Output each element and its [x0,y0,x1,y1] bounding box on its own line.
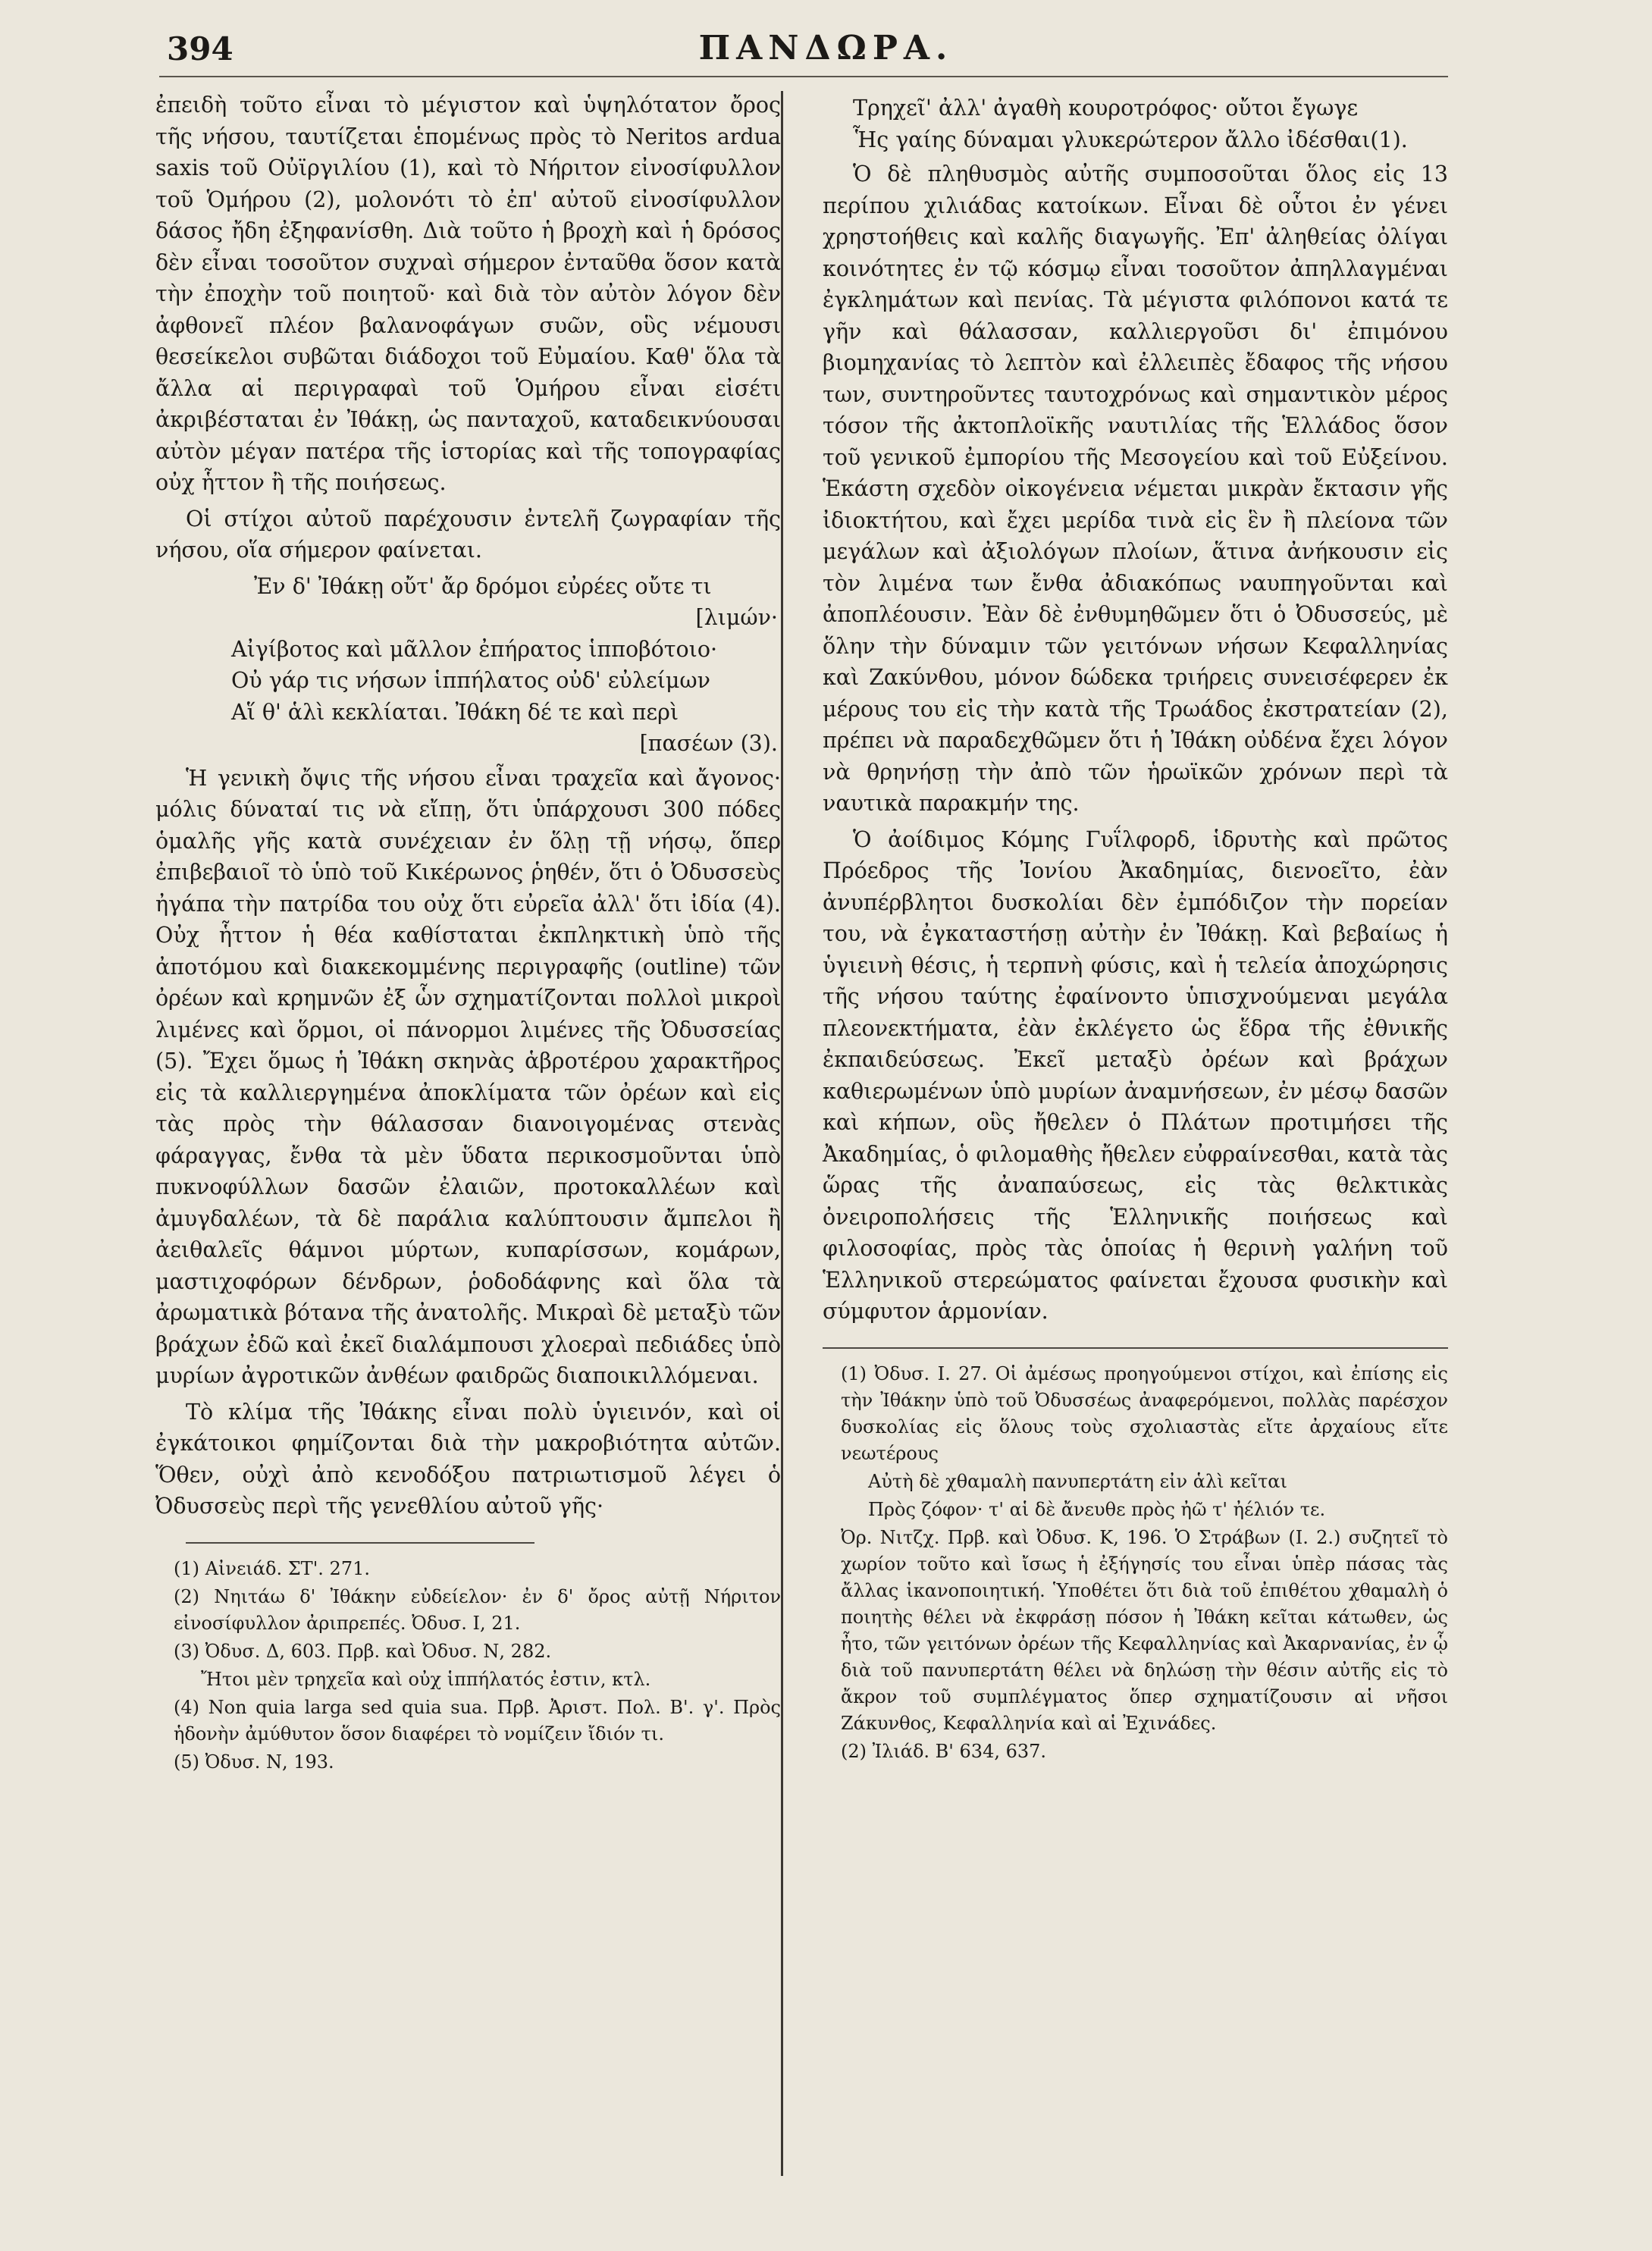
left-column [155,89,781,1777]
verse-line: Αἵ θ' ἁλὶ κεκλίαται. Ἰθάκη δέ τε καὶ περὶ [231,699,679,725]
footnote: Ἤτοι μὲν τρηχεῖα καὶ οὐχ ἱππήλατός ἐστιν, κτλ. [201,1668,651,1690]
footnote: (4) Non quia larga sed quia sua. Πρβ. Ἀριστ. Πολ. Β'. γ'. Πρὸς ἡδονὴν ἀμύθυτον ὅσον διαφέρει τὸ νομίζειν ἴδιόν τι. [174,1696,781,1745]
footnote: (1) Αἰνειάδ. ΣΤ'. 271. [174,1557,370,1579]
left-paragraph-2: Οἱ στίχοι αὐτοῦ παρέχουσιν ἐντελῆ ζωγραφίαν τῆς νήσου, οἵα σήμερον φαίνεται. [155,506,781,563]
footnote: (5) Ὀδυσ. Ν, 193. [174,1751,334,1773]
left-paragraph-4: Τὸ κλίμα τῆς Ἰθάκης εἶναι πολὺ ὑγιεινόν, καὶ οἱ ἐγκάτοικοι φημίζονται διὰ τὴν μακροβιότητα αὐτῶν. Ὅθεν, οὐχὶ ἀπὸ κενοδόξου πατριωτισμοῦ λέγει ὁ Ὀδυσσεὺς περὶ τῆς γενεθλίου αὐτοῦ γῆς· [155,1399,781,1519]
footnote: (3) Ὀδυσ. Δ, 603. Πρβ. καὶ Ὀδυσ. Ν, 282. [174,1640,552,1662]
right-paragraph-2: Ὁ ἀοίδιμος Κόμης Γυΐλφορδ, ἱδρυτὴς καὶ πρῶτος Πρόεδρος τῆς Ἰονίου Ἀκαδημίας, διενοεῖτο, ἐὰν ἀνυπέρβλητοι δυσκολίαι δὲν ἐμπόδιζον τὴν πορείαν του, νὰ ἐγκαταστήσῃ αὐτὴν ἐν Ἰθάκῃ. Καὶ βεβαίως ἡ ὑγιεινὴ θέσις, ἡ τερπνὴ φύσις, καὶ ἡ τελεία ἀποχώρησις τῆς νήσου ταύτης ἐφαίνοντο ὑπισχνούμεναι μεγάλα πλεονεκτήματα, ἐὰν ἐκλέγετο ὡς ἕδρα τῆς ἐθνικῆς ἐκπαιδεύσεως. Ἐκεῖ μεταξὺ ὀρέων καὶ βράχων καθιερωμένων ὑπὸ μυρίων ἀναμνήσεων, ἐν μέσῳ δασῶν καὶ κήπων, οὓς ἤθελεν ὁ Πλάτων προτιμήσει τῆς Ἀκαδημίας, ὁ φιλομαθὴς ἤθελεν εὐφραίνεσθαι, κατὰ τὰς ὥρας τῆς ἀναπαύσεως, εἰς τὰς θελκτικὰς ὀνειροπολήσεις τῆς Ἑλληνικῆς ποιήσεως καὶ φιλοσοφίας, πρὸς τὰς ὁποίας ἡ θερινὴ γαλήνη τοῦ Ἑλληνικοῦ στερεώματος φαίνεται ἔχουσα φυσικὴν καὶ σύμφυτον ἁρμονίαν. [823,826,1448,1324]
footnote: (2) Νηιτάω δ' Ἰθάκην εὐδείελον· ἐν δ' ὄρος αὐτῇ Νήριτον εἰνοσίφυλλον ἀριπρεπές. Ὀδυσ. Ι, 21. [174,1585,781,1634]
left-paragraph-1: ἐπειδὴ τοῦτο εἶναι τὸ μέγιστον καὶ ὑψηλότατον ὄρος τῆς νήσου, ταυτίζεται ἑπομένως πρὸς τὸ Neritos ardua saxis τοῦ Οὐϊργιλίου (1), καὶ τὸ Νήριτον εἰνοσίφυλλον τοῦ Ὁμήρου (2), μολονότι τὸ ἐπ' αὐτοῦ εἰνοσίφυλλον δάσος ἤδη ἐξηφανίσθη. Διὰ τοῦτο ἡ βροχὴ καὶ ἡ δρόσος δὲν εἶναι τοσοῦτον συχναὶ σήμερον ἐνταῦθα ὅσον κατὰ τὴν ἐποχὴν τοῦ ποιητοῦ· καὶ διὰ τὸν αὐτὸν λόγον δὲν ἀφθονεῖ πλέον βαλανοφάγων συῶν, οὓς νέμουσι θεσείκελοι συβῶται διάδοχοι τοῦ Εὐμαίου. Καθ' ὅλα τὰ ἄλλα αἱ περιγραφαὶ τοῦ Ὁμήρου εἶναι εἰσέτι ἀκριβέσταται ἐν Ἰθάκῃ, ὡς πανταχοῦ, καταδεικνύουσαι αὐτὸν μέγαν πατέρα τῆς ἱστορίας καὶ τῆς τοπογραφίας οὐχ ἧττον ἢ τῆς ποιήσεως. [155,92,781,495]
verse-line: Αἰγίβοτος καὶ μᾶλλον ἐπήρατος ἱπποβότοιο· [231,636,718,662]
left-paragraph-3: Ἡ γενικὴ ὄψις τῆς νήσου εἶναι τραχεῖα καὶ ἄγονος· μόλις δύναταί τις νὰ εἴπῃ, ὅτι ὑπάρχουσι 300 πόδες ὁμαλῆς γῆς κατὰ συνέχειαν ἐν ὅλῃ τῇ νήσῳ, ὅπερ ἐπιβεβαιοῖ τὸ ὑπὸ τοῦ Κικέρωνος ῥηθέν, ὅτι ὁ Ὀδυσσεὺς ἠγάπα τὴν πατρίδα του οὐχ ὅτι εὐρεῖα ἀλλ' ὅτι ἰδία (4). Οὐχ ἧττον ἡ θέα καθίσταται ἐκπληκτικὴ ὑπὸ τῆς ἀποτόμου καὶ διακεκομμένης περιγραφῆς (outline) τῶν ὀρέων καὶ κρημνῶν ἐξ ὧν σχηματίζονται πολλοὶ μικροὶ λιμένες καὶ ὅρμοι, οἱ πάνορμοι λιμένες τῆς Ὀδυσσείας (5). Ἔχει ὅμως ἡ Ἰθάκη σκηνὰς ἁβροτέρου χαρακτῆρος εἰς τὰ καλλιεργημένα ἀποκλίματα τῶν ὀρέων καὶ εἰς τὰς πρὸς τὴν θάλασσαν διανοιγομένας στενὰς φάραγγας, ἔνθα τὰ μὲν ὕδατα περικοσμοῦνται ὑπὸ πυκνοφύλλων δασῶν ἐλαιῶν, προτοκαλλέων καὶ ἀμυγδαλέων, τὰ δὲ παράλια καλύπτουσιν ἄμπελοι ἢ ἀειθαλεῖς θάμνοι μύρτων, κυπαρίσσων, κομάρων, μαστιχοφόρων δένδρων, ῥοδοδάφνης καὶ ὅλα τὰ ἀρωματικὰ βότανα τῆς ἀνατολῆς. Μικραὶ δὲ μεταξὺ τῶν βράχων ἐδῶ καὶ ἐκεῖ διαλάμπουσι χλοεραὶ πεδιάδες ὑπὸ μυρίων ἀγροτικῶν ἀνθέων φαιδρῶς διαποικιλλόμεναι. [155,765,781,1388]
footnote: Αὐτὴ δὲ χθαμαλὴ πανυπερτάτη εἰν ἁλὶ κεῖται [868,1470,1287,1492]
verse-line: Τρηχεῖ' ἀλλ' ἀγαθὴ κουροτρόφος· οὔτοι ἔγωγε [853,96,1359,121]
column-divider [781,91,783,2176]
page-header [0,0,1652,83]
verse-line: [πασέων (3). [639,731,778,756]
right-footnotes [823,1361,1448,1765]
right-column [823,89,1448,1767]
page-number: 394 [167,30,234,67]
footnote: (2) Ἰλιάδ. Β' 634, 637. [841,1740,1047,1762]
running-title: ΠΑΝΔΩΡΑ. [698,29,954,67]
footnote: Πρὸς ζόφον· τ' αἱ δὲ ἄνευθε πρὸς ἠῶ τ' ἠέλιόν τε. [868,1498,1326,1520]
header-rule [159,76,1448,77]
right-verse-quote [823,92,1448,155]
left-verse-quote [155,571,781,760]
footnote: Ὀρ. Νιτζχ. Πρβ. καὶ Ὀδυσ. Κ, 196. Ὁ Στράβων (Ι. 2.) συζητεῖ τὸ χωρίον τοῦτο καὶ ἴσως ἡ ἐξήγησίς του εἶναι ὑπὲρ πάσας τὰς ἄλλας ἱκανοποιητική. Ὑποθέτει ὅτι διὰ τοῦ ἐπιθέτου χθαμαλὴ ὁ ποιητὴς θέλει νὰ ἐκφράσῃ πόσον ἡ Ἰθάκη κεῖται κάτωθεν, ὡς ἦτο, τῶν γειτόνων ὀρέων τῆς Κεφαλληνίας καὶ Ἀκαρνανίας, ἐν ᾧ διὰ τοῦ πανυπερτάτη θέλει νὰ δηλώσῃ τὴν θέσιν αὐτῆς εἰς τὸ ἄκρον τοῦ συμπλέγματος ὅπερ σχηματίζουσιν αἱ νῆσοι Ζάκυνθος, Κεφαλληνία καὶ αἱ Ἐχινάδες. [841,1526,1448,1734]
right-paragraph-1: Ὁ δὲ πληθυσμὸς αὐτῆς συμποσοῦται ὅλος εἰς 13 περίπου χιλιάδας κατοίκων. Εἶναι δὲ οὗτοι ἐν γένει χρηστοήθεις καὶ καλῆς διαγωγῆς. Ἐπ' ἀληθείας ὀλίγαι κοινότητες ἐν τῷ κόσμῳ εἶναι τοσοῦτον ἀπηλλαγμέναι ἐγκλημάτων καὶ πενίας. Τὰ μέγιστα φιλόπονοι κατά τε γῆν καὶ θάλασσαν, καλλιεργοῦσι δι' ἐπιμόνου βιομηχανίας τὸ λεπτὸν καὶ ἐλλειπὲς ἔδαφος τῆς νήσου των, συντηροῦντες ταυτοχρόνως καὶ σημαντικὸν μέρος τόσον τῆς ἀκτοπλοϊκῆς ναυτιλίας τῆς Ἑλλάδος ὅσον τοῦ γενικοῦ ἐμπορίου τῆς Μεσογείου καὶ τοῦ Εὐξείνου. Ἑκάστη σχεδὸν οἰκογένεια νέμεται μικρὰν ἔκτασιν γῆς ἰδιοκτήτου, καὶ ἔχει μερίδα τινὰ εἰς ἓν ἢ πλείονα τῶν μεγάλων καὶ ἀξιολόγων πλοίων, ἅτινα ἀνήκουσιν εἰς τὸν λιμένα των ἔνθα ἀδιακόπως ναυπηγοῦνται καὶ ἀποπλέουσιν. Ἐὰν δὲ ἐνθυμηθῶμεν ὅτι ὁ Ὀδυσσεύς, μὲ ὅλην τὴν δύναμιν τῶν γειτόνων νήσων Κεφαλληνίας καὶ Ζακύνθου, μόνον δώδεκα τριήρεις συνεισέφερεν ἐκ μέρους του εἰς τὴν κατὰ τῆς Τρωάδος ἐκστρατείαν (2), πρέπει νὰ παραδεχθῶμεν ὅτι ἡ Ἰθάκη οὐδένα ἔχει λόγον νὰ θρηνήσῃ τὴν ἀπὸ τῶν ἡρωϊκῶν χρόνων περὶ τὰ ναυτικὰ παρακμήν της. [823,161,1448,816]
left-footnotes [155,1556,781,1776]
footnote-rule [186,1542,534,1544]
verse-line: Ἐν δ' Ἰθάκῃ οὔτ' ἄρ δρόμοι εὐρέες οὔτε τι [254,573,712,599]
verse-line: Ἧς γαίης δύναμαι γλυκερώτερον ἄλλο ἰδέσθαι(1). [853,127,1408,152]
verse-line: Οὐ γάρ τις νήσων ἱππήλατος οὐδ' εὐλείμων [231,668,710,693]
verse-line: [λιμών· [695,605,778,630]
footnote-rule [823,1347,1448,1349]
footnote: (1) Ὀδυσ. Ι. 27. Οἱ ἀμέσως προηγούμενοι στίχοι, καὶ ἐπίσης εἰς τὴν Ἰθάκην ὑπὸ τοῦ Ὀδυσσέως ἀναφερόμενοι, πολλὰς παρέσχον δυσκολίας εἰς ὅλους τοὺς σχολιαστὰς εἴτε ἀρχαίους εἴτε νεωτέρους [841,1362,1448,1464]
